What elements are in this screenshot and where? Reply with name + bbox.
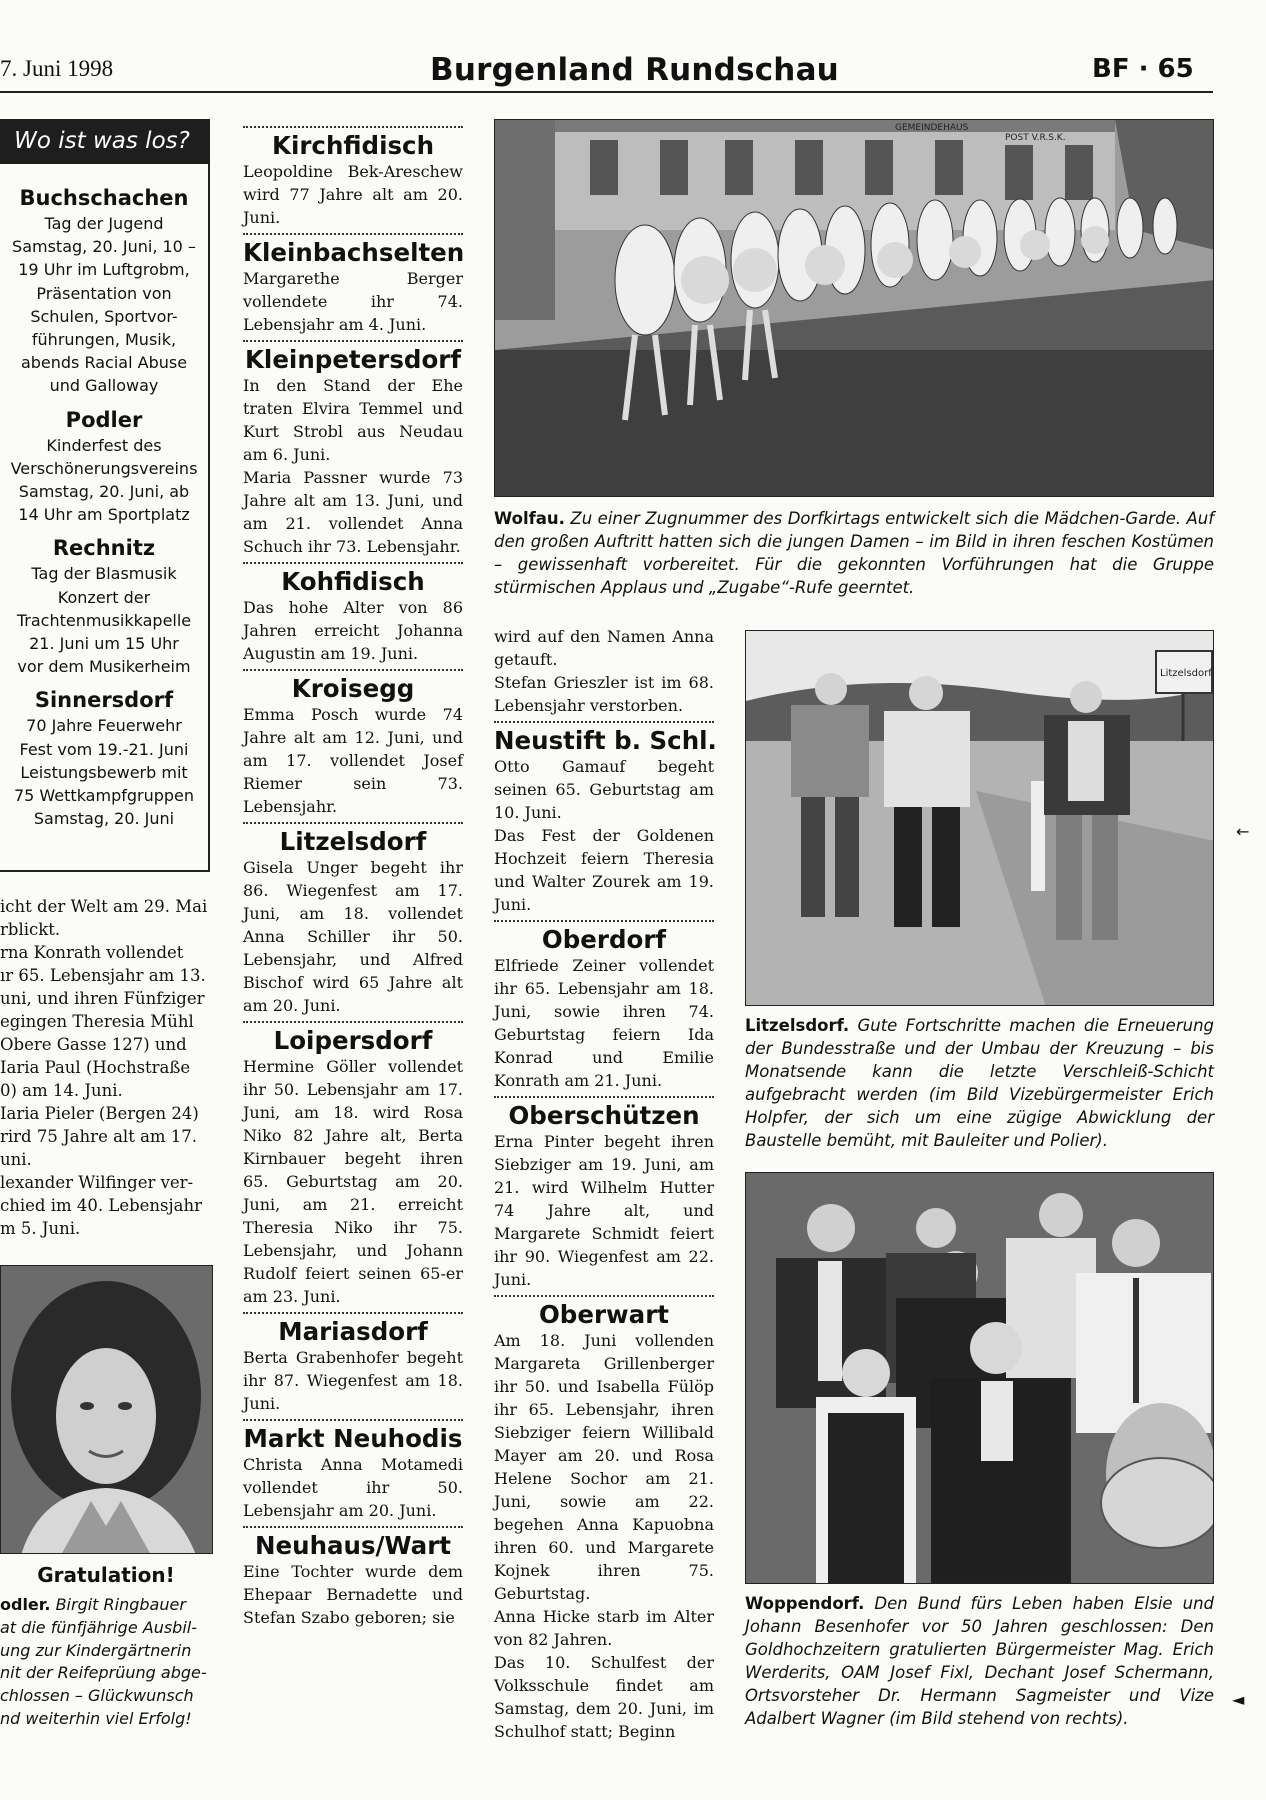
- place-heading: Kohfidisch: [281, 567, 425, 596]
- text-line: ır 65. Lebensjahr am 13.: [0, 966, 206, 985]
- event-line: Präsentation von: [36, 283, 172, 303]
- header-rule: [0, 91, 1213, 93]
- caption-line: chlossen – Glückwunsch: [0, 1686, 194, 1706]
- dotted-divider: [494, 1096, 714, 1098]
- place-text: Eine Tochter wurde dem Ehepaar Bernadette und Stefan Szabo geboren; sie: [243, 1562, 463, 1627]
- place-text: Hermine Göller vollendet ihr 50. Lebensjahr am 17. Juni, am 18. wird Rosa Niko 82 Jahre alt, Berta Kirnbauer begeht ihren 65. Geburtstag am 20. Juni, am 21. erreicht Theresia Niko ihr 75. Lebensjahr, und Johann Rudolf feiert seinen 65-er am 23. Juni.: [243, 1057, 463, 1306]
- place-text: Margarethe Berger vollendete ihr 74. Lebensjahr am 4. Juni.: [243, 269, 463, 334]
- wolfau-caption: [494, 507, 1214, 599]
- text-line: rblickt.: [0, 920, 61, 939]
- place-heading: Oberdorf: [541, 925, 667, 954]
- place-text: Anna Hicke starb im Alter von 82 Jahren.: [494, 1607, 714, 1649]
- dotted-divider: [243, 669, 463, 671]
- place-text: wird auf den Namen Anna getauft.: [494, 627, 714, 669]
- issue-date: 7. Juni 1998: [0, 56, 114, 81]
- event-line: abends Racial Abuse: [20, 353, 188, 373]
- events-banner: Wo ist was los?: [0, 119, 210, 164]
- event-line: 21. Juni um 15 Uhr: [29, 634, 179, 654]
- caption-line: nd weiterhin viel Erfolg!: [0, 1708, 192, 1728]
- place-heading: Kroisegg: [291, 674, 415, 703]
- place-heading: Oberwart: [538, 1300, 670, 1329]
- event-line: 70 Jahre Feuerwehr: [26, 716, 182, 736]
- dotted-divider: [243, 126, 463, 128]
- dotted-divider: [243, 340, 463, 342]
- event-line: Tag der Jugend: [44, 214, 164, 233]
- event-item: [0, 406, 208, 527]
- event-place: Rechnitz: [52, 536, 156, 561]
- place-text: Gisela Unger begeht ihr 86. Wiegenfest am 17. Juni, am 18. vollendet Anna Schiller ihr 50. Lebensjahr, und Alfred Bischof wird 65 Jahre alt am 20. Juni.: [243, 858, 463, 1015]
- place-heading: Kleinbachselten: [243, 238, 465, 267]
- portrait-graphic: [1, 1266, 213, 1554]
- text-line: egingen Theresia Mühl: [0, 1012, 194, 1031]
- text-line: lexander Wilfinger ver-: [0, 1173, 194, 1192]
- town-sign: Litzelsdorf: [1160, 668, 1212, 679]
- woppendorf-photo: [745, 1172, 1214, 1584]
- text-line: 0) am 14. Juni.: [0, 1081, 123, 1100]
- dotted-divider: [243, 1419, 463, 1421]
- newspaper-title: Burgenland Rundschau: [430, 52, 839, 88]
- dotted-divider: [494, 1295, 714, 1297]
- caption-line: nit der Reifeprüung abge-: [0, 1663, 207, 1683]
- place-text: Das 10. Schulfest der Volksschule findet am Samstag, dem 20. Juni, im Schulhof statt; Beginn: [494, 1653, 714, 1741]
- page-number: BF · 65: [1092, 54, 1194, 84]
- event-line: 19 Uhr im Luftgrobm,: [18, 260, 190, 280]
- event-line: Kinderfest des: [46, 435, 162, 455]
- place-text: Berta Grabenhofer begeht ihr 87. Wiegenfest am 18. Juni.: [243, 1348, 463, 1413]
- place-heading: Oberschützen: [508, 1101, 700, 1130]
- event-line: Leistungsbewerb mit: [20, 762, 188, 782]
- place-text: Emma Posch wurde 74 Jahre alt am 12. Juni, und am 17. vollendet Josef Riemer sein 73. Lebensjahr.: [243, 705, 463, 816]
- event-line: Konzert der: [57, 587, 151, 607]
- event-line: und Galloway: [49, 376, 159, 396]
- column-2: [243, 122, 463, 1629]
- event-line: 75 Wettkampfgruppen: [13, 786, 195, 806]
- event-line: Trachtenmusikkapelle: [16, 610, 192, 630]
- event-line: Schulen, Sportvor-: [30, 306, 178, 326]
- place-heading: Litzelsdorf: [279, 827, 427, 856]
- dotted-divider: [243, 233, 463, 235]
- place-text: Maria Passner wurde 73 Jahre alt am 13. Juni, und am 21. vollendet Anna Schuch ihr 73. Lebensjahr.: [243, 468, 463, 556]
- gratulation-title: Gratulation!: [37, 1563, 175, 1587]
- place-text: Elfriede Zeiner vollendet ihr 65. Lebensjahr am 18. Juni, sowie ihren 74. Geburtstag feiern Ida Konrad und Emilie Konrath am 21. Juni.: [494, 956, 714, 1090]
- dotted-divider: [494, 721, 714, 723]
- text-line: icht der Welt am 29. Mai: [0, 897, 208, 916]
- event-line: Samstag, 20. Juni: [33, 809, 175, 829]
- place-heading: Kirchfidisch: [271, 131, 435, 160]
- column-3: [494, 625, 717, 1743]
- text-line: Iaria Paul (Hochstraße: [0, 1058, 191, 1077]
- event-line: Fest vom 19.-21. Juni: [19, 739, 189, 759]
- caption-lead: odler.: [0, 1595, 51, 1614]
- event-line: 14 Uhr am Sportplatz: [18, 505, 190, 525]
- text-line: rna Konrath vollendet: [0, 943, 184, 962]
- roadwork-graphic: [746, 631, 1214, 1006]
- gratulation-caption: [0, 1594, 212, 1731]
- place-heading: Neustift b. Schl.: [494, 726, 717, 755]
- place-heading: Loipersdorf: [273, 1026, 433, 1055]
- text-line: uni.: [0, 1150, 32, 1169]
- caption-line: at die fünfjährige Ausbil-: [0, 1617, 197, 1637]
- event-line: Samstag, 20. Juni, ab: [18, 482, 190, 502]
- place-text: In den Stand der Ehe traten Elvira Temmel und Kurt Strobl aus Neudau am 6. Juni.: [243, 376, 463, 464]
- text-line: m 5. Juni.: [0, 1219, 81, 1238]
- col1-article-text: [0, 895, 212, 1240]
- post-sign: POST V.R.S.K.: [1005, 133, 1066, 143]
- litzelsdorf-photo: [745, 630, 1214, 1006]
- event-line: führungen, Musik,: [31, 330, 177, 350]
- place-text: Am 18. Juni vollenden Margareta Grillenberger ihr 50. und Isabella Fülöp ihr 65. Lebensjahr, ihren Siebziger feiern Willibald Mayer am 20. und Rosa Helene Sochor am 21. Juni, sowie am 22. begehen Anna Kapuobna ihren 60. und Margarete Kojnek ihren 75. Geburtstag.: [494, 1331, 714, 1603]
- caption-text: Den Bund fürs Leben haben Elsie und Johann Besenhofer vor 50 Jahren geschlossen: Den Goldhochzeitern gratulierten Bürgermeister Mag. Erich Werderits, OAM Josef Fixl, Dechant Josef Schermann, Ortsvorsteher Dr. Hermann Sagmeister und Vize Adalbert Wagner (im Bild stehend von rechts).: [745, 1594, 1214, 1728]
- place-text: Otto Gamauf begeht seinen 65. Geburtstag am 10. Juni.: [494, 757, 714, 822]
- dotted-divider: [243, 562, 463, 564]
- dotted-divider: [243, 1021, 463, 1023]
- anniversary-graphic: [746, 1173, 1214, 1584]
- event-item: [0, 686, 208, 830]
- place-heading: Neuhaus/Wart: [255, 1531, 451, 1560]
- caption-lead: Litzelsdorf.: [745, 1016, 850, 1035]
- text-line: chied im 40. Lebensjahr: [0, 1196, 202, 1215]
- place-heading: Markt Neuhodis: [243, 1424, 463, 1453]
- place-text: Leopoldine Bek-Areschew wird 77 Jahre alt am 20. Juni.: [243, 162, 463, 227]
- text-line: Obere Gasse 127) und: [0, 1035, 187, 1054]
- event-line: Samstag, 20. Juni, 10 –: [12, 237, 196, 257]
- caption-line: ung zur Kindergärtnerin: [0, 1640, 192, 1660]
- event-item: [0, 534, 208, 678]
- parade-graphic: [495, 120, 1214, 497]
- place-text: Das hohe Alter von 86 Jahren erreicht Johanna Augustin am 19. Juni.: [243, 598, 463, 663]
- litzelsdorf-caption: [745, 1014, 1214, 1152]
- events-list: [0, 180, 208, 838]
- event-line: vor dem Musikerheim: [17, 657, 191, 677]
- place-text: Das Fest der Goldenen Hochzeit feiern Theresia und Walter Zourek am 19. Juni.: [494, 826, 714, 914]
- dotted-divider: [243, 1526, 463, 1528]
- place-text: Erna Pinter begeht ihren Siebziger am 19. Juni, am 21. wird Wilhelm Hutter 74 Jahre alt, und Margarete Schmidt feiert ihr 90. Wiegenfest am 22. Juni.: [494, 1132, 714, 1289]
- place-text: Stefan Grieszler ist im 68. Lebensjahr verstorben.: [494, 673, 714, 715]
- text-line: Iaria Pieler (Bergen 24): [0, 1104, 199, 1123]
- caption-lead: Woppendorf.: [745, 1594, 865, 1613]
- dotted-divider: [243, 1312, 463, 1314]
- event-place: Podler: [65, 407, 143, 432]
- place-heading: Mariasdorf: [278, 1317, 428, 1346]
- gemeindehaus-sign: GEMEINDEHAUS: [895, 123, 969, 133]
- caption-text: Zu einer Zugnummer des Dorfkirtags entwickelt sich die Mädchen-Garde. Auf den großen Auftritt hatten sich die jungen Damen – im Bild in ihren feschen Kostümen – gewissenhaft vorbereitet. Für die gekonnten Vorführungen hat die Gruppe stürmischen Applaus und „Zugabe“-Rufe geerntet.: [494, 509, 1214, 597]
- place-heading: Kleinpetersdorf: [244, 345, 462, 374]
- portrait-photo: [0, 1265, 213, 1554]
- caption-text: Gute Fortschritte machen die Erneuerung der Bundesstraße und der Umbau der Kreuzung – bis Monatsende kann die letzte Verschleiß-Schicht aufgebracht werden (im Bild Vizebürgermeister Erich Holpfer, der sich um eine zügige Abwicklung der Baustelle bemüht, mit Bauleiter und Polier).: [745, 1016, 1215, 1150]
- caption-line: Birgit Ringbauer: [55, 1595, 186, 1614]
- text-line: rird 75 Jahre alt am 17.: [0, 1127, 198, 1146]
- event-line: Tag der Blasmusik: [31, 564, 177, 584]
- caption-lead: Wolfau.: [494, 509, 565, 528]
- event-item: [0, 184, 208, 398]
- place-text: Christa Anna Motamedi vollendet ihr 50. Lebensjahr am 20. Juni.: [243, 1455, 463, 1520]
- margin-mark: ←: [1236, 822, 1250, 841]
- event-place: Sinnersdorf: [34, 688, 174, 713]
- dotted-divider: [243, 822, 463, 824]
- margin-mark: ◄: [1232, 1690, 1245, 1709]
- event-line: Verschönerungsvereins: [10, 458, 198, 478]
- woppendorf-caption: [745, 1592, 1214, 1730]
- dotted-divider: [494, 920, 714, 922]
- wolfau-parade-photo: [494, 119, 1214, 497]
- event-place: Buchschachen: [19, 186, 189, 210]
- text-line: uni, und ihren Fünfziger: [0, 989, 205, 1008]
